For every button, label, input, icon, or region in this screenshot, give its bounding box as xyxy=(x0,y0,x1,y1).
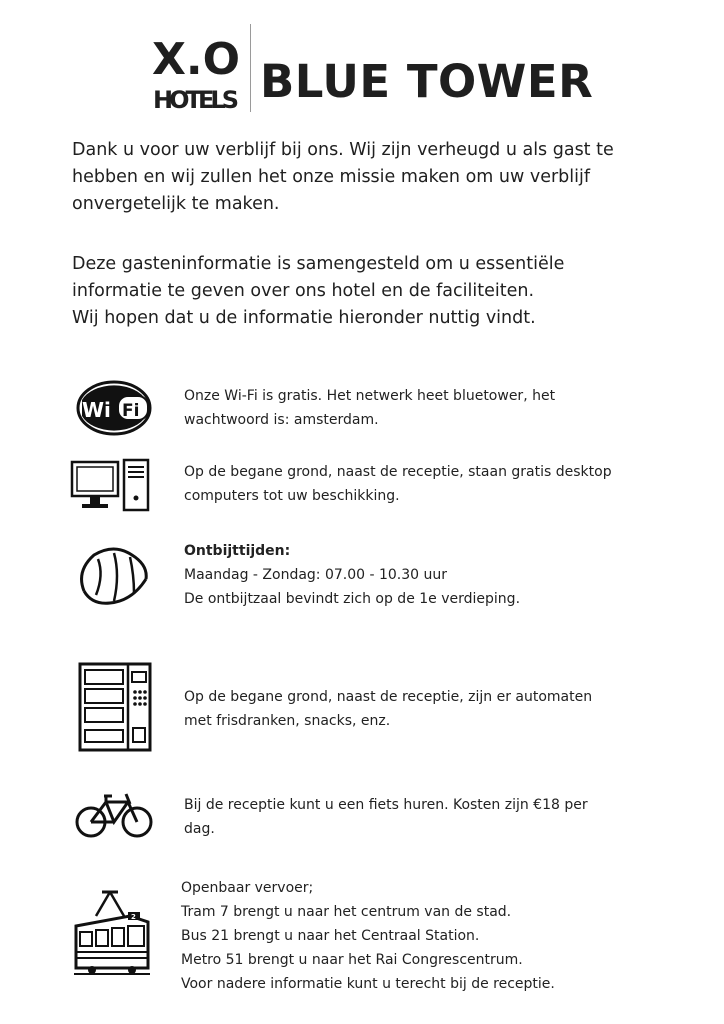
breakfast-info xyxy=(184,539,664,611)
transport-line: Openbaar vervoer; xyxy=(181,880,314,896)
computer-line: Op de begane grond, naast de receptie, staan gratis desktop xyxy=(184,464,612,480)
desktop-computer-icon xyxy=(70,458,152,518)
wifi-info xyxy=(184,384,664,432)
wifi-line: wachtwoord is: amsterdam. xyxy=(184,412,379,428)
wifi-icon xyxy=(74,378,154,442)
intro-line: Wij hopen dat u de informatie hieronder nuttig vindt. xyxy=(72,308,536,328)
croissant-icon xyxy=(74,545,152,611)
logo-brand-text: HOTELS xyxy=(153,86,239,110)
breakfast-line: De ontbijtzaal bevindt zich op de 1e verdieping. xyxy=(184,591,521,607)
logo-mark-text: X.O xyxy=(152,34,241,85)
tram-icon xyxy=(72,888,152,982)
intro-line: Dank u voor uw verblijf bij ons. Wij zijn verheugd u als gast te xyxy=(72,140,614,160)
vending-info xyxy=(184,685,664,733)
vending-line: met frisdranken, snacks, enz. xyxy=(184,713,391,729)
svg-text:Wi: Wi xyxy=(82,398,111,422)
intro-paragraph-1 xyxy=(72,137,672,218)
intro-line: hebben en wij zullen het onze missie maken om uw verblijf xyxy=(72,167,591,187)
bike-line: dag. xyxy=(184,821,215,837)
intro-line: Deze gasteninformatie is samengesteld om u essentiële xyxy=(72,254,565,274)
vending-machine-icon xyxy=(78,662,152,758)
breakfast-title: Ontbijttijden: xyxy=(184,543,291,559)
transport-line: Metro 51 brengt u naar het Rai Congrescentrum. xyxy=(181,952,523,968)
logo-divider xyxy=(250,24,251,112)
vending-line: Op de begane grond, naast de receptie, zijn er automaten xyxy=(184,689,593,705)
svg-text:Fi: Fi xyxy=(122,401,140,421)
hotel-name: BLUE TOWER xyxy=(260,55,594,108)
bike-line: Bij de receptie kunt u een fiets huren. Kosten zijn €18 per xyxy=(184,797,588,813)
intro-line: informatie te geven over ons hotel en de faciliteiten. xyxy=(72,281,535,301)
intro-paragraph-2 xyxy=(72,251,672,332)
xo-hotels-logo xyxy=(150,28,242,110)
bike-info xyxy=(184,793,664,841)
svg-text:2: 2 xyxy=(131,913,136,921)
intro-line: onvergetelijk te maken. xyxy=(72,194,280,214)
breakfast-line: Maandag - Zondag: 07.00 - 10.30 uur xyxy=(184,567,448,583)
transport-line: Bus 21 brengt u naar het Centraal Station. xyxy=(181,928,480,944)
transport-info xyxy=(181,876,661,996)
transport-line: Voor nadere informatie kunt u terecht bij de receptie. xyxy=(181,976,555,992)
computer-line: computers tot uw beschikking. xyxy=(184,488,400,504)
transport-line: Tram 7 brengt u naar het centrum van de stad. xyxy=(181,904,512,920)
computer-info xyxy=(184,460,664,508)
wifi-line: Onze Wi-Fi is gratis. Het netwerk heet bluetower, het xyxy=(184,388,556,404)
bicycle-icon xyxy=(74,790,154,844)
